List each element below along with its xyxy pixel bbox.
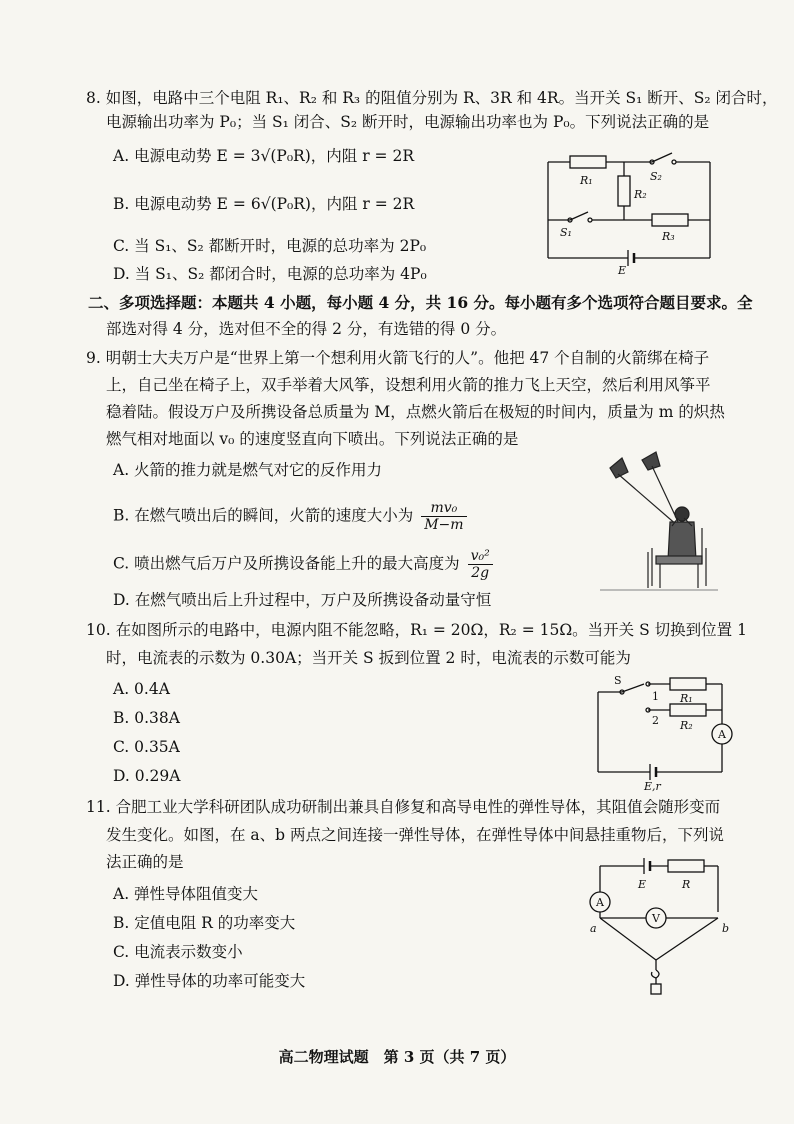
q9-option-c bbox=[113, 548, 496, 581]
q11-option-a: A. 弹性导体阻值变大 bbox=[113, 885, 259, 903]
q9-option-a: A. 火箭的推力就是燃气对它的反作用力 bbox=[113, 461, 383, 479]
page-footer: 高二物理试题 第 3 页（共 7 页） bbox=[278, 1048, 516, 1066]
q9-option-b-numerator: mv₀ bbox=[421, 500, 466, 517]
q8-line1: 8. 如图，电路中三个电阻 R₁、R₂ 和 R₃ 的阻值分别为 R、3R 和 4R。当开关 S₁ 断开、S₂ 闭合时， bbox=[86, 89, 778, 107]
q8-line2: 电源输出功率为 P₀；当 S₁ 闭合、S₂ 断开时，电源输出功率也为 P₀。下列说法正确的是 bbox=[106, 113, 710, 131]
q11-fig-point-b: b bbox=[722, 922, 730, 935]
q11-circuit-diagram bbox=[584, 852, 734, 1002]
q11-fig-ammeter: A bbox=[596, 896, 604, 909]
q8-fig-r1: R₁ bbox=[580, 174, 593, 187]
q8-fig-s2: S₂ bbox=[650, 170, 662, 183]
q11-fig-point-a: a bbox=[590, 922, 597, 935]
q10-fig-position-1: 1 bbox=[652, 690, 659, 703]
section2-line1: 二、多项选择题：本题共 4 小题，每小题 4 分，共 16 分。每小题有多个选项符合题目要求。全 bbox=[88, 293, 753, 312]
section2-line2: 部选对得 4 分，选对但不全的得 2 分，有选错的得 0 分。 bbox=[106, 320, 507, 338]
q9-option-b-denominator: M−m bbox=[424, 517, 464, 533]
q9-line3: 稳着陆。假设万户及所携设备总质量为 M，点燃火箭后在极短的时间内，质量为 m 的炽热 bbox=[106, 403, 725, 421]
q9-wanhu-rocket-chair-illustration bbox=[590, 448, 720, 598]
q9-line2: 上，自己坐在椅子上，双手举着大风筝，设想利用火箭的推力飞上天空，然后利用风筝平 bbox=[106, 376, 711, 394]
q11-fig-resistor: R bbox=[682, 878, 691, 891]
q10-fig-position-2: 2 bbox=[652, 714, 659, 727]
q10-fig-ammeter: A bbox=[718, 728, 726, 741]
q8-circuit-diagram bbox=[540, 150, 720, 280]
q8-option-c: C. 当 S₁、S₂ 都断开时，电源的总功率为 2P₀ bbox=[113, 237, 427, 255]
q10-option-a: A. 0.4A bbox=[113, 680, 170, 698]
q9-option-c-fraction bbox=[468, 548, 493, 581]
q11-fig-battery: E bbox=[638, 878, 647, 891]
q9-option-b bbox=[113, 500, 470, 533]
q10-fig-source: E,r bbox=[644, 780, 661, 792]
q11-fig-voltmeter: V bbox=[652, 912, 660, 925]
q10-line2: 时，电流表的示数为 0.30A；当开关 S 扳到位置 2 时，电流表的示数可能为 bbox=[106, 649, 631, 667]
q8-fig-s1: S₁ bbox=[560, 226, 572, 239]
q11-line3: 法正确的是 bbox=[106, 853, 184, 871]
q9-line4: 燃气相对地面以 v₀ 的速度竖直向下喷出。下列说法正确的是 bbox=[106, 430, 519, 448]
q11-line1: 11. 合肥工业大学科研团队成功研制出兼具自修复和高导电性的弹性导体，其阻值会随形变而 bbox=[86, 798, 721, 816]
q10-option-c: C. 0.35A bbox=[113, 738, 180, 756]
q11-option-d: D. 弹性导体的功率可能变大 bbox=[113, 972, 306, 990]
q11-option-c: C. 电流表示数变小 bbox=[113, 943, 243, 961]
q10-option-d: D. 0.29A bbox=[113, 767, 181, 785]
q10-circuit-diagram bbox=[588, 672, 748, 792]
q10-line1: 10. 在如图所示的电路中，电源内阻不能忽略，R₁ = 20Ω，R₂ = 15Ω。当开关 S 切换到位置 1 bbox=[86, 621, 747, 639]
q8-option-a: A. 电源电动势 E = 3√(P₀R)，内阻 r = 2R bbox=[113, 147, 414, 165]
q8-option-d: D. 当 S₁、S₂ 都闭合时，电源的总功率为 4P₀ bbox=[113, 265, 427, 283]
q9-option-d: D. 在燃气喷出后上升过程中，万户及所携设备动量守恒 bbox=[113, 591, 492, 609]
q9-option-c-denominator: 2g bbox=[471, 565, 490, 581]
q8-fig-r3: R₃ bbox=[662, 230, 675, 243]
q10-option-b: B. 0.38A bbox=[113, 709, 180, 727]
q10-fig-switch-label: S bbox=[614, 674, 622, 687]
q9-option-c-text: C. 喷出燃气后万户及所携设备能上升的最大高度为 bbox=[113, 554, 460, 573]
q10-fig-r2: R₂ bbox=[680, 719, 693, 732]
q8-fig-e: E bbox=[618, 264, 627, 277]
q9-option-b-fraction bbox=[421, 500, 466, 533]
q8-option-b: B. 电源电动势 E = 6√(P₀R)，内阻 r = 2R bbox=[113, 195, 415, 213]
q8-fig-r2: R₂ bbox=[634, 188, 647, 201]
q10-fig-r1: R₁ bbox=[680, 692, 693, 705]
q9-option-b-text: B. 在燃气喷出后的瞬间，火箭的速度大小为 bbox=[113, 506, 414, 525]
q9-line1: 9. 明朝士大夫万户是“世界上第一个想利用火箭飞行的人”。他把 47 个自制的火箭绑在椅子 bbox=[86, 349, 710, 367]
q9-option-c-numerator: v₀² bbox=[468, 548, 493, 565]
q11-line2: 发生变化。如图，在 a、b 两点之间连接一弹性导体，在弹性导体中间悬挂重物后，下列说 bbox=[106, 826, 725, 844]
q11-option-b: B. 定值电阻 R 的功率变大 bbox=[113, 914, 296, 932]
